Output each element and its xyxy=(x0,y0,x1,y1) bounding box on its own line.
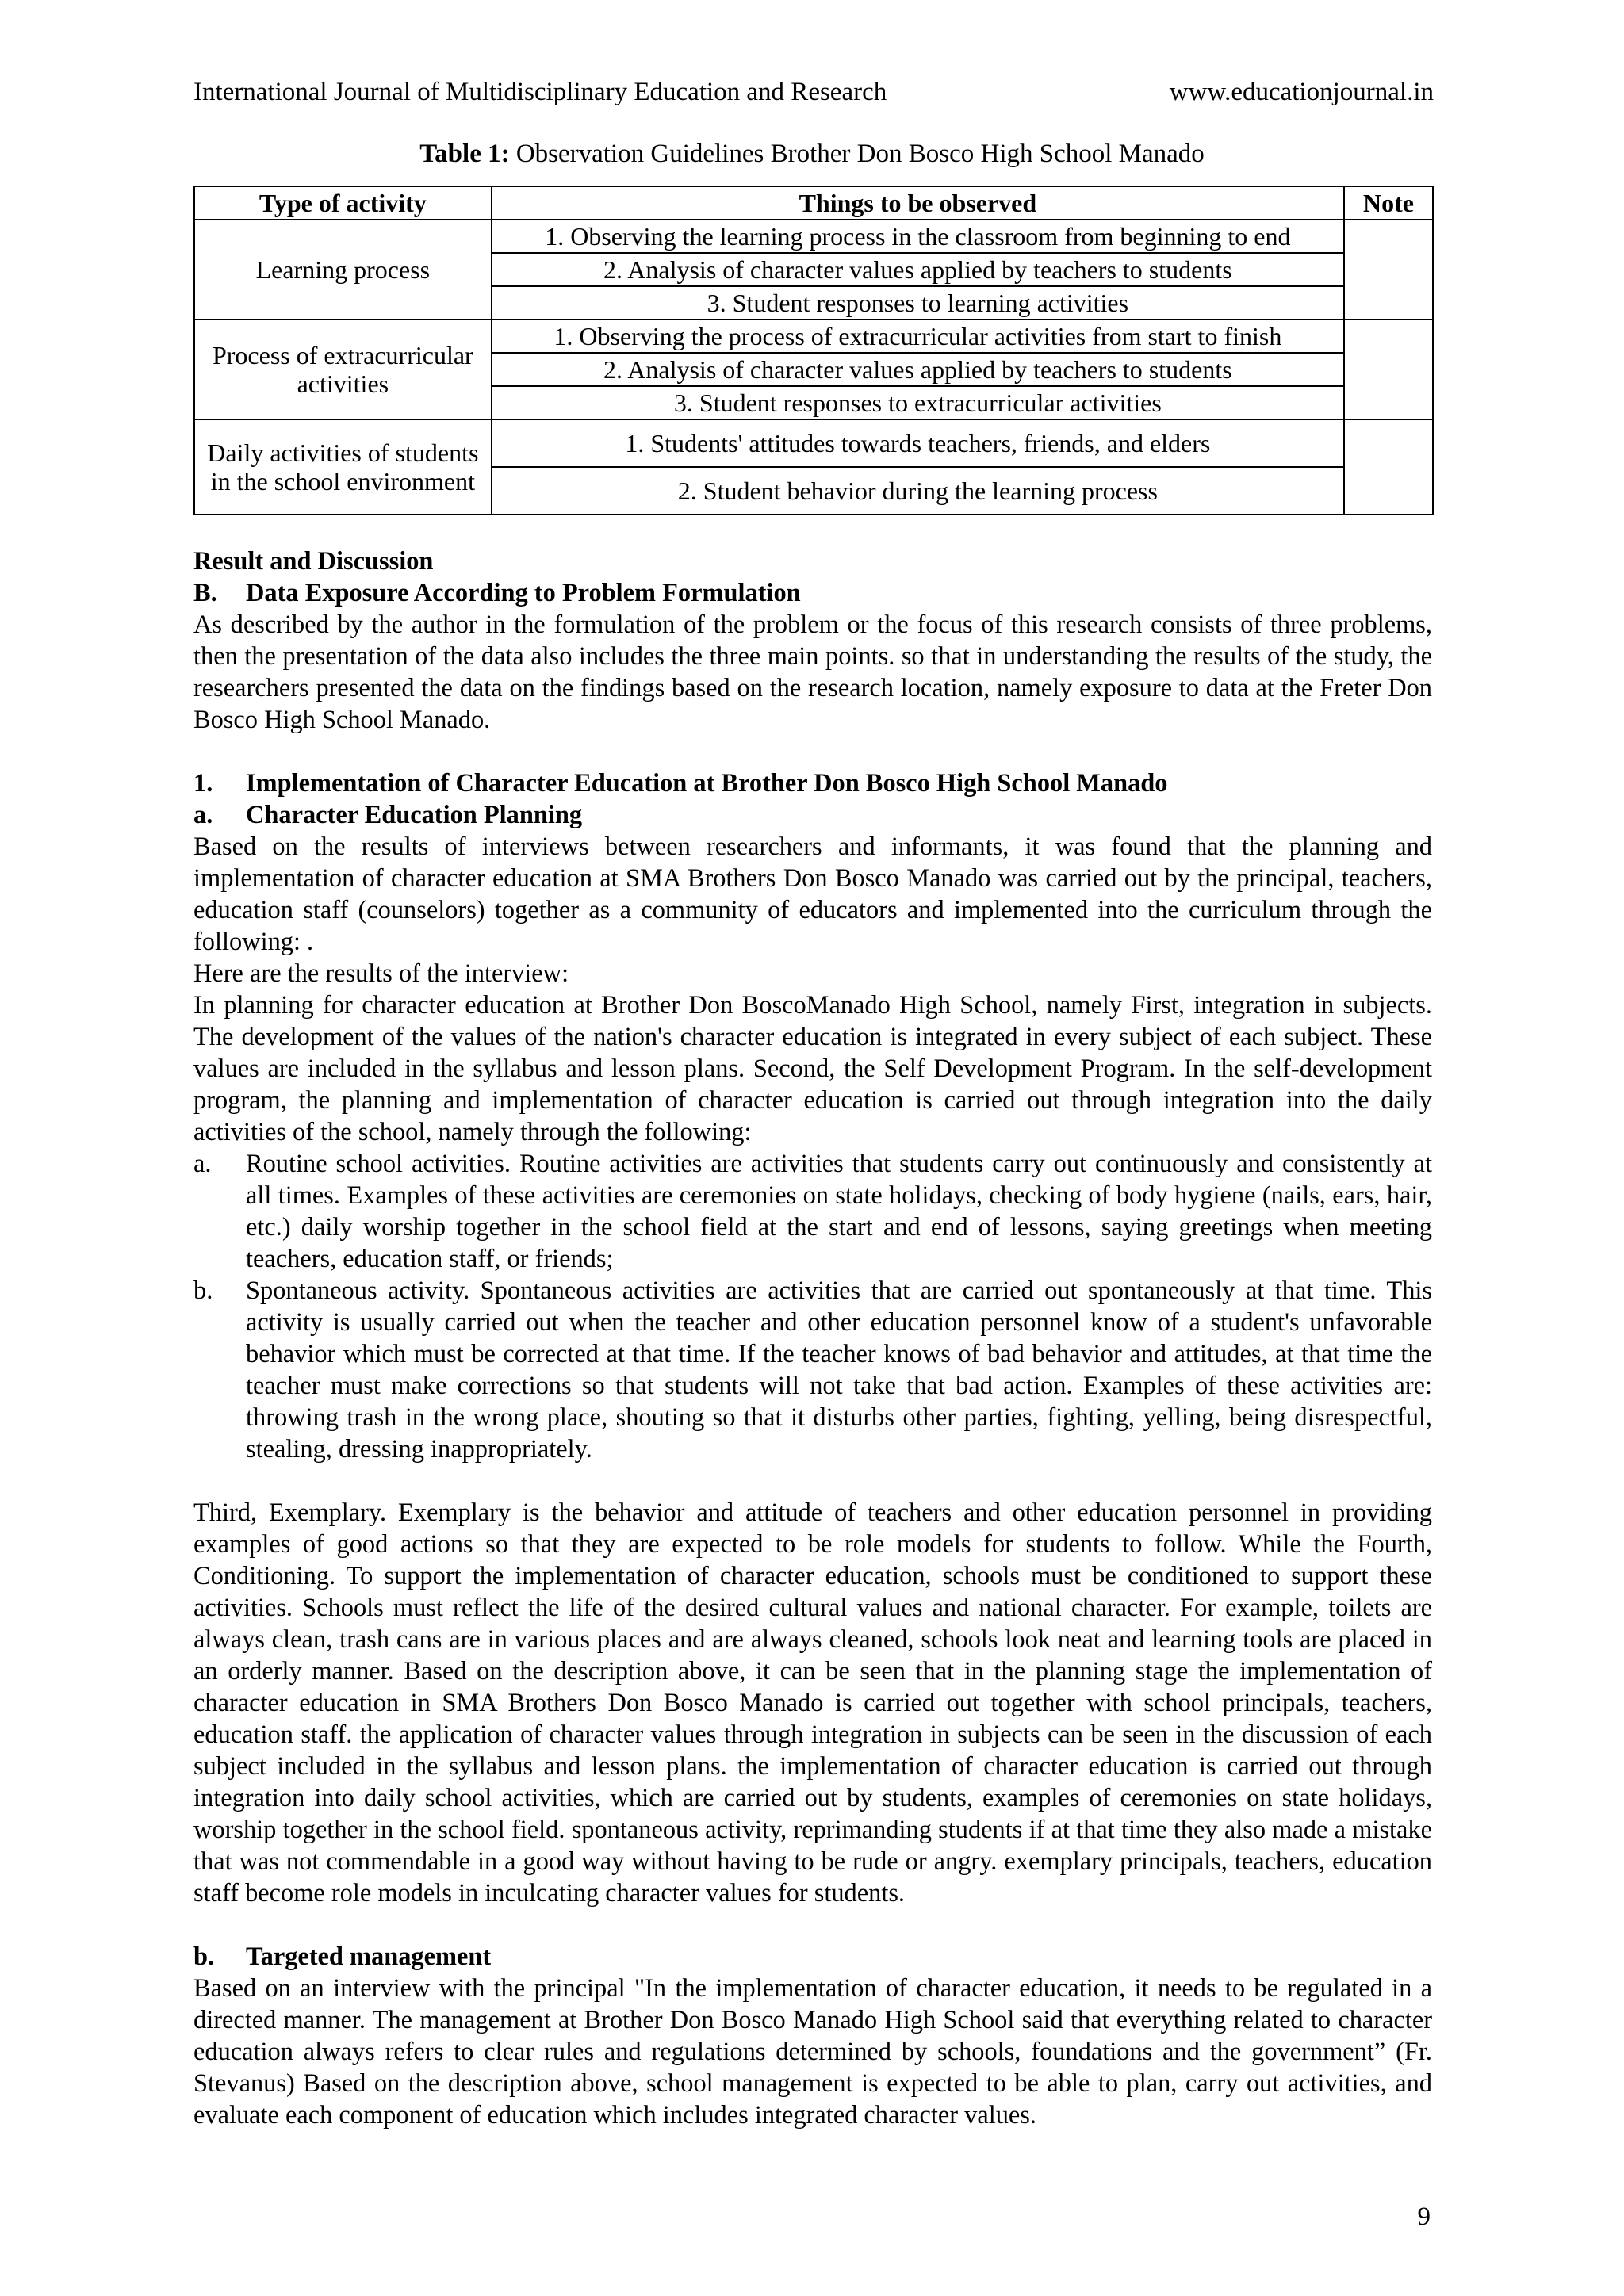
activity-type-cell: Learning process xyxy=(194,220,492,320)
column-header-things: Things to be observed xyxy=(492,186,1344,220)
observation-table xyxy=(193,186,1434,515)
list-marker: a. xyxy=(193,1150,212,1178)
observed-item-cell: 1. Observing the process of extracurricular activities from start to finish xyxy=(492,320,1344,353)
column-header-type: Type of activity xyxy=(194,186,492,220)
table-caption xyxy=(0,138,1624,170)
heading-title: Targeted management xyxy=(246,1942,492,1971)
list-text: Routine school activities. Routine activities are activities that students carry out continuously and consistently at all times. Examples of these activities are ceremonies on state holidays, checking of body hygiene (nails, ears, hair, etc.) daily worship together in the school field at the start and end of lessons, saying greetings when meeting teachers, education staff, or friends; xyxy=(246,1150,1432,1273)
table-caption-label: Table 1: xyxy=(419,140,510,168)
heading-1 xyxy=(193,767,1432,799)
note-cell xyxy=(1344,320,1433,419)
heading-b xyxy=(193,1941,1432,1973)
observed-item-cell: 3. Student responses to extracurricular activities xyxy=(492,386,1344,419)
section-heading: Result and Discussion xyxy=(193,547,434,576)
paragraph: As described by the author in the formulation of the problem or the focus of this research consists of three problems, then the presentation of the data also includes the three main points. so that in understanding the results of the study, the researchers presented the data on the findings based on the research location, namely exposure to data at the Freter Don Bosco High School Manado. xyxy=(193,610,1432,734)
list-text: Spontaneous activity. Spontaneous activities are activities that are carried out spontaneously at that time. This activity is usually carried out when the teacher and other education personnel know of a student's unfavorable behavior which must be corrected at that time. If the teacher knows of bad behavior and attitudes, at that time the teacher must make corrections so that students will not take that bad action. Examples of these activities are: throwing trash in the wrong place, shouting so that it disturbs other parties, fighting, yelling, being disrespectful, stealing, dressing inappropriately. xyxy=(246,1276,1432,1464)
page-number: 9 xyxy=(1417,2202,1431,2231)
heading-title: Implementation of Character Education at Brother Don Bosco High School Manado xyxy=(246,769,1168,798)
note-cell xyxy=(1344,220,1433,320)
heading-marker: a. xyxy=(193,801,213,829)
activity-type-cell: Process of extracurricular activities xyxy=(194,320,492,419)
journal-title: International Journal of Multidisciplinary Education and Research xyxy=(193,78,887,106)
observed-item-cell: 2. Analysis of character values applied by teachers to students xyxy=(492,253,1344,286)
subsection-marker: B. xyxy=(193,579,217,607)
column-header-note: Note xyxy=(1344,186,1433,220)
heading-marker: b. xyxy=(193,1942,215,1971)
activity-type-cell: Daily activities of students in the school environment xyxy=(194,419,492,515)
paragraph: Here are the results of the interview: xyxy=(193,959,569,988)
table-row xyxy=(194,320,1433,353)
subsection-title: Data Exposure According to Problem Formulation xyxy=(246,579,801,607)
list-item xyxy=(193,1275,1432,1465)
note-cell xyxy=(1344,419,1433,515)
list-item xyxy=(193,1148,1432,1275)
subsection-heading-b xyxy=(193,577,1432,609)
observed-item-cell: 1. Observing the learning process in the classroom from beginning to end xyxy=(492,220,1344,253)
table-caption-text: Observation Guidelines Brother Don Bosco High School Manado xyxy=(509,140,1205,168)
observed-item-cell: 1. Students' attitudes towards teachers, friends, and elders xyxy=(492,419,1344,467)
journal-website: www.educationjournal.in xyxy=(1169,78,1434,106)
heading-marker: 1. xyxy=(193,769,213,798)
table-row xyxy=(194,419,1433,467)
heading-a xyxy=(193,799,1432,831)
table-header-row xyxy=(194,186,1433,220)
paragraph: In planning for character education at Brother Don BoscoManado High School, namely First, integration in subjects. The development of the values of the nation's character education is integrated in every subject of each subject. These values are included in the syllabus and lesson plans. Second, the Self Development Program. In the self-development program, the planning and implementation of character education is carried out through integration into the daily activities of the school, namely through the following: xyxy=(193,991,1432,1146)
observed-item-cell: 2. Student behavior during the learning process xyxy=(492,467,1344,515)
observed-item-cell: 2. Analysis of character values applied by teachers to students xyxy=(492,353,1344,386)
observed-item-cell: 3. Student responses to learning activities xyxy=(492,286,1344,320)
paragraph: Based on the results of interviews between researchers and informants, it was found that the planning and implementation of character education at SMA Brothers Don Bosco Manado was carried out by the principal, teachers, education staff (counselors) together as a community of educators and implemented into the curriculum through the following: . xyxy=(193,832,1432,956)
paragraph: Third, Exemplary. Exemplary is the behavior and attitude of teachers and other education personnel in providing examples of good actions so that they are expected to be role models for students to follow. While the Fourth, Conditioning. To support the implementation of character education, schools must be conditioned to support these activities. Schools must reflect the life of the desired cultural values and national character. For example, toilets are always clean, trash cans are in various places and are always cleaned, schools look neat and learning tools are placed in an orderly manner. Based on the description above, it can be seen that in the planning stage the implementation of character education in SMA Brothers Don Bosco Manado is carried out together with school principals, teachers, education staff. the application of character values through integration in subjects can be seen in the discussion of each subject included in the syllabus and lesson plans. the implementation of character education is carried out through integration into daily school activities, which are carried out by students, examples of ceremonies on state holidays, worship together in the school field. spontaneous activity, reprimanding students if at that time they also made a mistake that was not commendable in a good way without having to be rude or angry. exemplary principals, teachers, education staff become role models in inculcating character values for students. xyxy=(193,1498,1432,1908)
paragraph: Based on an interview with the principal "In the implementation of character education, it needs to be regulated in a directed manner. The management at Brother Don Bosco Manado High School said that everything related to character education always refers to clear rules and regulations determined by schools, foundations and the government” (Fr. Stevanus) Based on the description above, school management is expected to be able to plan, carry out activities, and evaluate each component of education which includes integrated character values. xyxy=(193,1974,1432,2130)
heading-title: Character Education Planning xyxy=(246,801,583,829)
body-text xyxy=(193,545,1432,2131)
list-marker: b. xyxy=(193,1276,213,1305)
table-row xyxy=(194,220,1433,253)
